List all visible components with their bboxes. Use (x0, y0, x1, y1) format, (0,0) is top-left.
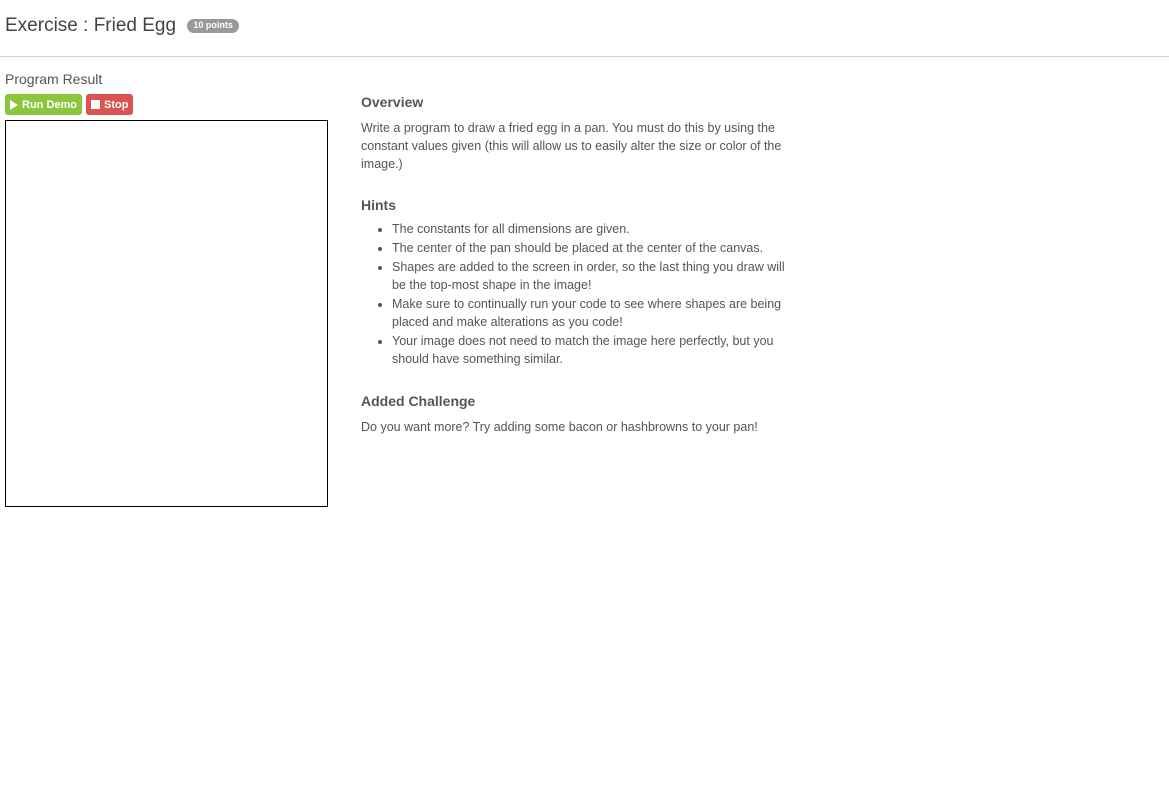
exercise-title: Exercise : Fried Egg (5, 15, 177, 36)
overview-section (361, 94, 791, 173)
stop-icon (91, 100, 100, 109)
stop-label: Stop (104, 98, 129, 111)
hints-heading: Hints (361, 197, 396, 213)
exercise-description (361, 94, 791, 436)
run-demo-label: Run Demo (22, 98, 77, 111)
overview-text: Write a program to draw a fried egg in a pan. You must do this by using the constant values given (this will allow us to easily alter the size or color of the image.) (361, 121, 782, 171)
challenge-heading: Added Challenge (361, 393, 476, 409)
hint-item: • Shapes are added to the screen in order, so the last thing you draw will be the top-most shape in the image! (392, 258, 791, 294)
program-controls (5, 94, 329, 115)
challenge-text: Do you want more? Try adding some bacon or hashbrowns to your pan! (361, 420, 758, 434)
points-badge: 10 points (187, 19, 239, 33)
program-result-label: Program Result (5, 71, 103, 87)
challenge-section (361, 393, 791, 436)
stop-button[interactable] (86, 94, 133, 115)
hints-list (361, 220, 791, 368)
hint-item: • The constants for all dimensions are given. (392, 220, 791, 238)
page-title (5, 15, 239, 37)
hint-item: • Your image does not need to match the image here perfectly, but you should have something similar. (392, 332, 791, 368)
page-header (0, 0, 1169, 57)
program-result-panel (5, 71, 329, 115)
hints-section (361, 197, 791, 368)
run-demo-button[interactable] (5, 94, 82, 115)
program-canvas[interactable] (5, 120, 328, 507)
play-icon (10, 100, 18, 110)
hint-item: • Make sure to continually run your code to see where shapes are being placed and make alterations as you code! (392, 295, 791, 331)
overview-heading: Overview (361, 94, 424, 110)
hint-item: • The center of the pan should be placed at the center of the canvas. (392, 239, 791, 257)
